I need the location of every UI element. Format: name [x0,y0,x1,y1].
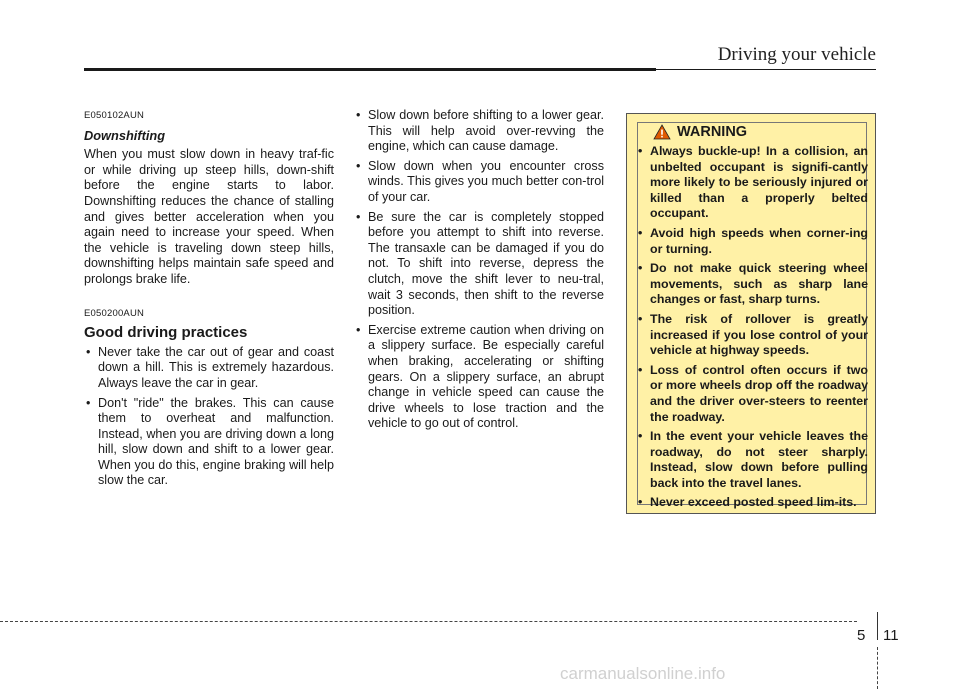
bullet-icon: • [356,108,361,122]
bullet-icon: • [356,209,361,224]
list-item: • Slow down when you encounter cross winds. This gives you much better con-trol of your car. [356,158,604,204]
practices-list-continued [354,108,604,432]
footer-dashed-rule [0,621,857,622]
watermark-text: carmanualsonline.info [560,664,726,683]
bullet-icon: • [86,395,91,410]
header-rule-thin [656,69,876,70]
heading-good-driving-practices: Good driving practices [84,324,248,342]
downshifting-paragraph: When you must slow down in heavy traf-fic or while driving up steep hills, down-shift before the engine starts to labor. Downshifting reduces the chance of stalling and gives better acceleration when you again need to increase your speed. When the vehicle is traveling down steep hills, downshifting helps maintain safe speed and prolongs brake life. [84,147,334,286]
warning-item: • Do not make quick steering wheel movements, such as sharp lane changes or fast, sharp turns. [638,261,868,307]
bullet-icon: • [638,495,643,510]
warning-triangle-icon [653,124,671,140]
bullet-icon: • [638,225,643,240]
list-item: • Slow down before shifting to a lower gear. This will help avoid over-revving the engine, which can cause damage. [356,108,604,154]
bullet-icon: • [356,158,361,173]
section-code: E050102AUN [84,110,145,121]
section-code: E050200AUN [84,307,145,319]
bullet-icon: • [86,344,91,359]
page-header-title: Driving your vehicle [717,44,876,65]
warning-item: • The risk of rollover is greatly increased if you lose control of your vehicle at highway speeds. [638,311,868,358]
list-item: • Exercise extreme caution when driving on a slippery surface. Be especially careful when braking, accelerating or shifting gears. On a slippery surface, an abrupt change in vehicle speed can cause the drive wheels to lose traction and the vehicle to go out of control. [356,322,604,431]
warning-list [636,144,868,515]
bullet-icon: • [638,362,643,377]
practices-list [84,345,334,489]
footer-divider [877,612,878,640]
list-item: • Don't "ride" the brakes. This can cause them to overheat and malfunction. Instead, when you are driving down a long hill, slow down and shift to a lower gear. When you do this, engine braking will help slow the car. [86,395,334,488]
warning-item: • Never exceed posted speed lim-its. [638,495,857,510]
page-number: 11 [883,627,899,644]
bullet-icon: • [638,429,643,444]
warning-title: WARNING [677,124,748,140]
list-item: • Never take the car out of gear and coast down a hill. This is extremely hazardous. Always leave the car in gear. [86,344,334,390]
bullet-icon: • [356,322,361,337]
subheading-downshifting: Downshifting [84,127,166,143]
bullet-icon: • [638,311,643,326]
left-column [84,108,334,493]
footer-divider-lower [877,647,879,689]
warning-item: • Loss of control often occurs if two or more wheels drop off the roadway and the driver over-steers to reenter the roadway. [638,362,868,424]
bullet-icon: • [638,144,643,158]
warning-item: • Avoid high speeds when corner-ing or turning. [638,225,868,256]
warning-item: • In the event your vehicle leaves the roadway, do not steer sharply. Instead, slow down before pulling back into the travel lanes. [638,429,868,490]
header-rule-thick [84,68,656,71]
middle-column [354,108,604,436]
chapter-number: 5 [857,627,866,644]
warning-header [653,124,747,140]
warning-item: • Always buckle-up! In a collision, an unbelted occupant is signifi-cantly more likely to be seriously injured or killed than a properly belted occupant. [638,144,868,221]
bullet-icon: • [638,261,643,276]
list-item: • Be sure the car is completely stopped before you attempt to shift into reverse. The transaxle can be damaged if you do not. To shift into reverse, depress the clutch, move the shift lever to neu-tral, wait 3 seconds, then shift to the reverse position. [356,209,604,318]
